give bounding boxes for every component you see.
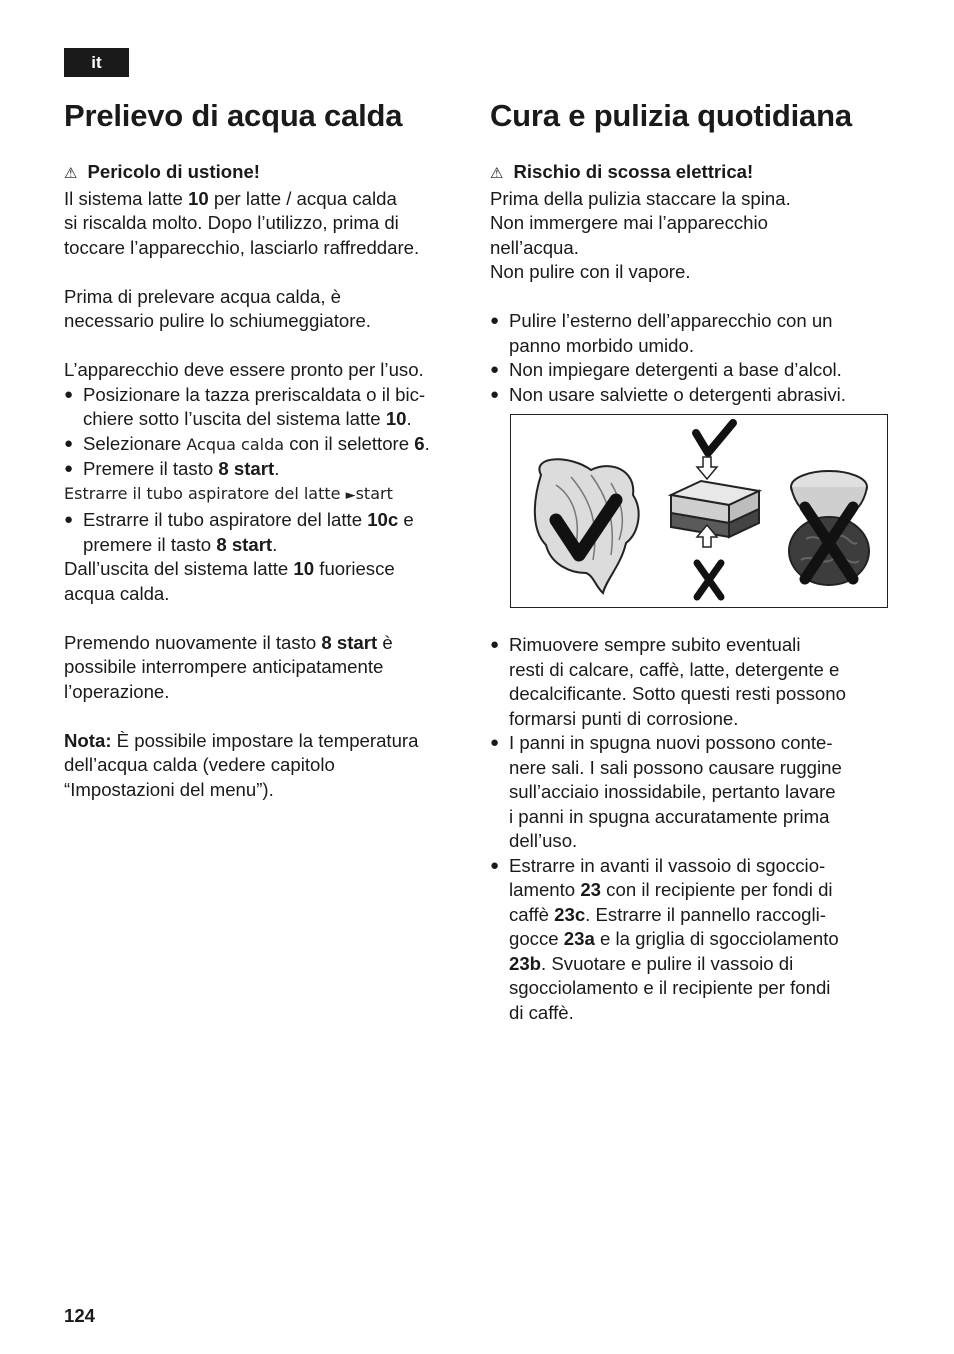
stop-text-1: Premendo nuovamente il tasto 8 start è xyxy=(64,631,393,653)
warning-text-4: Non pulire con il vapore. xyxy=(490,261,691,282)
outflow-text-1: Dall’uscita del sistema latte 10 fuoriesce xyxy=(64,558,395,579)
list-item: ● Premere il tasto 8 start. xyxy=(64,457,464,482)
sponge-icon xyxy=(671,423,759,597)
warning-text-2: si riscalda molto. Dopo l’utilizzo, prima di xyxy=(64,212,399,233)
prep-text-2: necessario pulire lo schiumeggiatore. xyxy=(64,310,371,331)
burn-warning-heading: ⚠ Pericolo di ustione! xyxy=(64,161,260,182)
scouring-pad-icon xyxy=(789,471,869,585)
note-text-1: Nota: È possibile impostare la temperatura xyxy=(64,729,419,751)
stop-text-3: l’operazione. xyxy=(64,680,170,702)
page-number: 124 xyxy=(64,1305,96,1326)
warning-triangle-icon: ⚠ xyxy=(64,165,78,182)
play-arrow-icon: ► xyxy=(345,487,356,503)
list-item: ● Selezionare Acqua calda con il selettore 6. xyxy=(64,432,464,458)
hot-water-section xyxy=(64,96,464,802)
section-title: Cura e pulizia quotidiana xyxy=(490,98,852,133)
note-text-3: “Impostazioni del menu”). xyxy=(64,778,274,800)
cleaning-list xyxy=(490,309,890,407)
display-message: Estrarre il tubo aspiratore del latte ►start xyxy=(64,483,393,503)
care-section xyxy=(490,96,890,1025)
warning-text-3: nell’acqua. xyxy=(490,236,579,258)
shock-warning-heading: ⚠ Rischio di scossa elettrica! xyxy=(490,161,754,182)
warning-text-1: Il sistema latte 10 per latte / acqua calda xyxy=(64,187,397,209)
note-text-2: dell’acqua calda (vedere capitolo xyxy=(64,754,335,775)
warning-text-2: Non immergere mai l’apparecchio xyxy=(490,212,768,233)
soft-cloth-icon xyxy=(535,459,639,593)
list-item: ● Estrarre in avanti il vassoio di sgoccio- lamento 23 con il recipiente per fondi di caffè 23c. Estrarre il pannello raccogli- gocce 23a e la griglia di sgocciolamento 23b. Svuotare e pulire il vassoio di sgocciolamento e il recipiente per fondi di caffè. xyxy=(490,854,890,1026)
step-list-2 xyxy=(64,508,464,557)
cloth-illustration-svg xyxy=(511,415,887,607)
list-item: ● Posizionare la tazza preriscaldata o il bic- chiere sotto l’uscita del sistema latte 10. xyxy=(64,383,464,432)
list-item: ● I panni in spugna nuovi possono conte- nere sali. I sali possono causare ruggine sull’acciaio inossidabile, pertanto lavare i panni in spugna accuratamente prima dell’uso. xyxy=(490,731,890,854)
list-item: ● Estrarre il tubo aspiratore del latte 10c e premere il tasto 8 start. xyxy=(64,508,464,557)
step-list xyxy=(64,383,464,482)
maintenance-list xyxy=(490,633,890,1025)
language-tab xyxy=(64,48,129,77)
warning-triangle-icon: ⚠ xyxy=(490,165,504,182)
warning-text-1: Prima della pulizia staccare la spina. xyxy=(490,187,791,209)
list-item: ● Non impiegare detergenti a base d’alcol. xyxy=(490,358,890,383)
ready-text: L’apparecchio deve essere pronto per l’uso. xyxy=(64,359,424,380)
prep-text-1: Prima di prelevare acqua calda, è xyxy=(64,285,341,307)
warning-text-3: toccare l’apparecchio, lasciarlo raffreddare. xyxy=(64,236,420,258)
list-item: ● Pulire l’esterno dell’apparecchio con un panno morbido umido. xyxy=(490,309,890,358)
display-text: Acqua calda xyxy=(186,434,285,454)
stop-text-2: possibile interrompere anticipatamente xyxy=(64,656,384,677)
list-item: ● Non usare salviette o detergenti abrasivi. xyxy=(490,383,890,408)
section-title: Prelievo di acqua calda xyxy=(64,98,403,133)
outflow-text-2: acqua calda. xyxy=(64,582,170,604)
list-item: ● Rimuovere sempre subito eventuali resti di calcare, caffè, latte, detergente e decalcificante. Sotto questi resti possono formarsi punti di corrosione. xyxy=(490,633,890,731)
cleaning-cloths-illustration xyxy=(510,414,888,608)
language-code: it xyxy=(91,52,102,72)
